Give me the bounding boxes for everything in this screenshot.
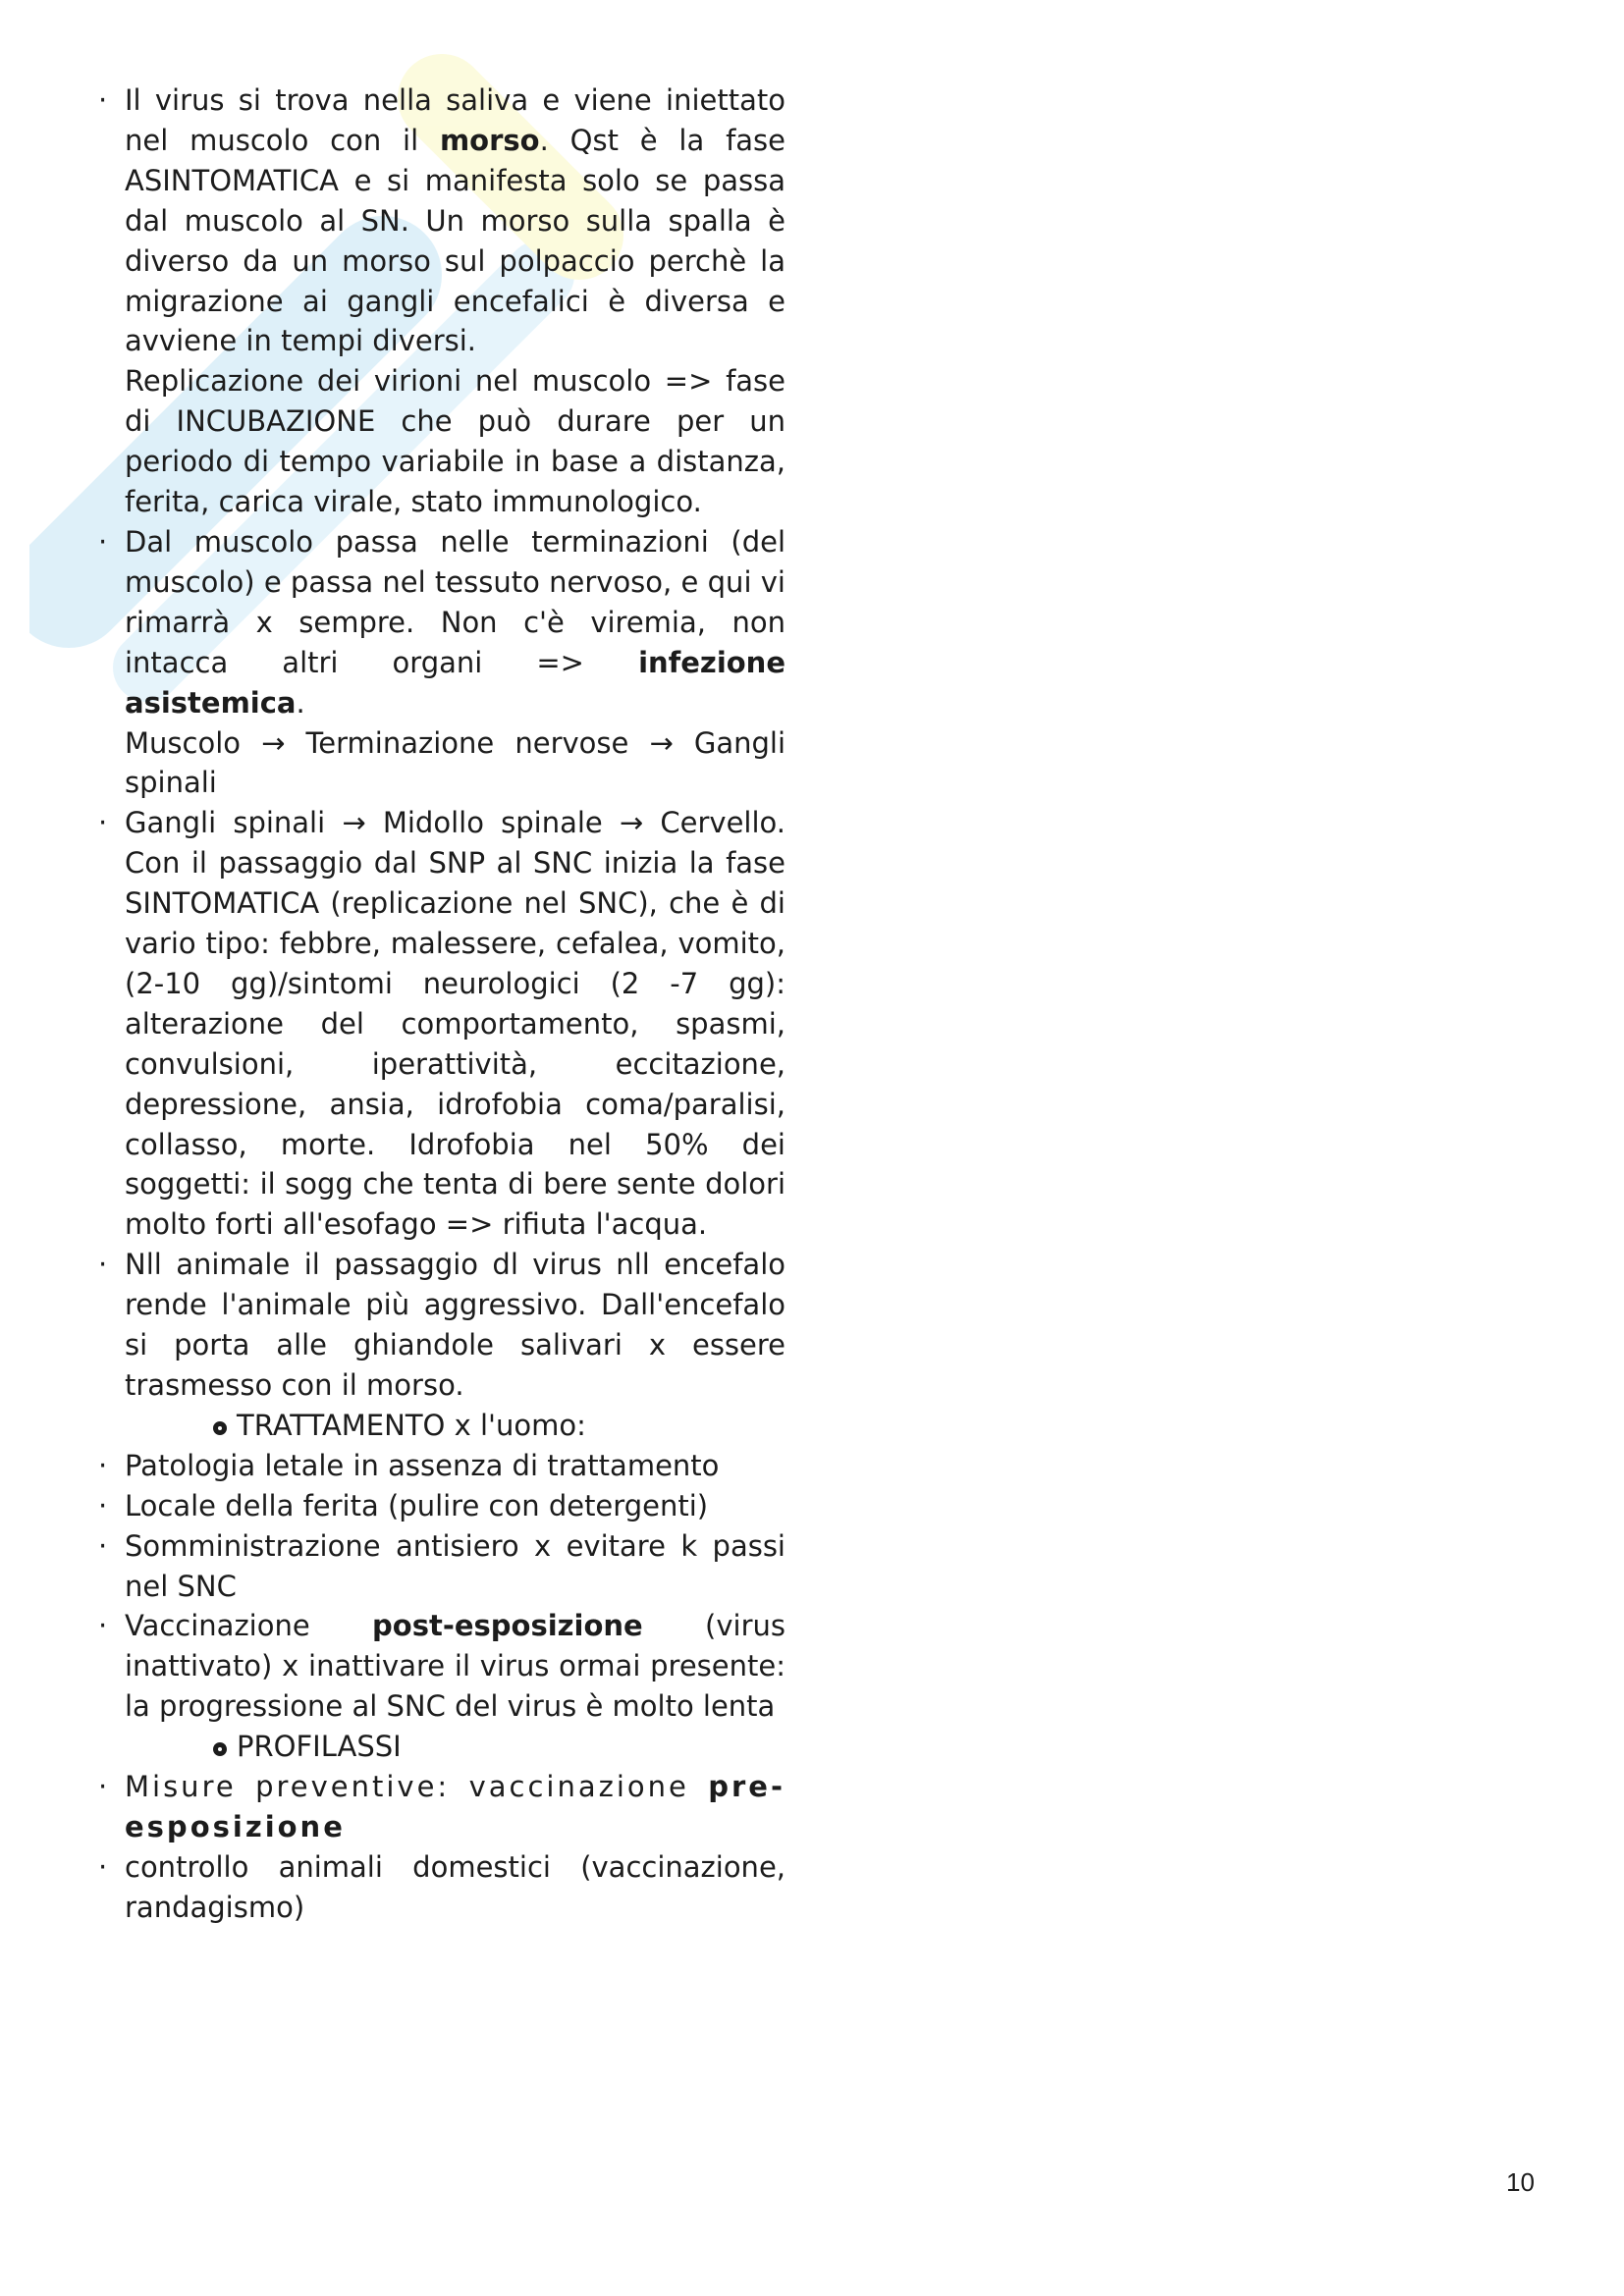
heading-prophylaxis: PROFILASSI [98, 1727, 785, 1767]
bullet-treatment-wound: · Locale della ferita (pulire con detergenti) [98, 1486, 785, 1526]
circle-bullet-icon [213, 1421, 227, 1435]
bullet-prophylaxis-domestic: · controllo animali domestici (vaccinazione, randagismo) [98, 1847, 785, 1928]
paragraph-migration-path: Muscolo → Terminazione nervose → Gangli spinali [125, 725, 785, 800]
circle-bullet-icon [213, 1742, 227, 1756]
bullet-prophylaxis-measures: · Misure preventive: vaccinazione pre-esposizione [98, 1767, 785, 1847]
bullet-treatment-vaccination: · Vaccinazione post-esposizione (virus inattivato) x inattivare il virus ormai presente: la progressione al SNC del virus è molto lenta [98, 1606, 785, 1727]
page-number: 10 [1506, 2167, 1535, 2197]
bullet-symptomatic-phase: · Gangli spinali → Midollo spinale → Cervello. Con il passaggio dal SNP al SNC inizia la fase SINTOMATICA (replicazione nel SNC), che è di vario tipo: febbre, malessere, cefalea, vomito, (2-10 gg)/sintomi neurologici (2 -7 gg): alterazione del comportamento, spasmi, convulsioni, iperattività, eccitazione, depressione, ansia, idrofobia coma/paralisi, collasso, morte. Idrofobia nel 50% dei soggetti: il sogg che tenta di bere sente dolori molto forti all'esofago => rifiuta l'acqua. [98, 803, 785, 1245]
bullet-treatment-antiserum: · Somministrazione antisiero x evitare k passi nel SNC [98, 1526, 785, 1607]
bullet-treatment-lethal: · Patologia letale in assenza di trattamento [98, 1446, 785, 1486]
paragraph-incubation: Replicazione dei virioni nel muscolo => fase di INCUBAZIONE che può durare per un periodo di tempo variabile in base a distanza, ferita, carica virale, stato immunologico. [125, 364, 785, 519]
document-body [98, 80, 785, 1928]
heading-treatment: TRATTAMENTO x l'uomo: [98, 1406, 785, 1446]
bullet-animal-aggression: · Nll animale il passaggio dl virus nll encefalo rende l'animale più aggressivo. Dall'encefalo si porta alle ghiandole salivari x essere trasmesso con il morso. [98, 1245, 785, 1406]
bullet-virus-saliva: · Il virus si trova nella saliva e viene iniettato nel muscolo con il morso. Qst è la fase ASINTOMATICA e si manifesta solo se passa dal muscolo al SN. Un morso sulla spalla è diverso da un morso sul polpaccio perchè la migrazione ai gangli encefalici è diversa e avviene in tempi diversi. [98, 80, 785, 361]
bullet-nerve-passage: · Dal muscolo passa nelle terminazioni (del muscolo) e passa nel tessuto nervoso, e qui vi rimarrà x sempre. Non c'è viremia, non intacca altri organi => infezione asistemica. [98, 522, 785, 723]
